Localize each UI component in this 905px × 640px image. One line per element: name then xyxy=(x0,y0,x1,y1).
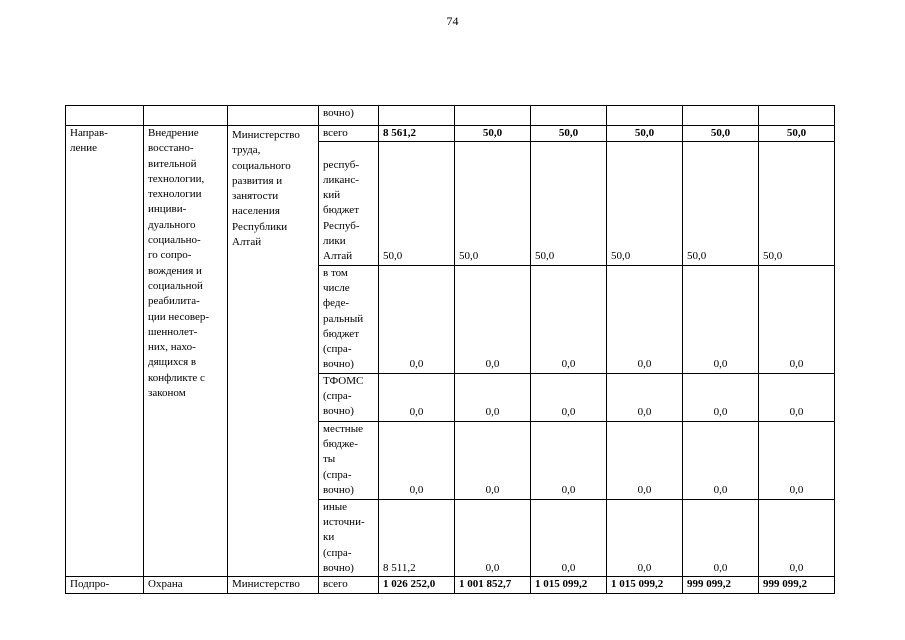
page-number: 74 xyxy=(446,14,459,28)
year-cell: 1 015 099,2 xyxy=(531,577,607,593)
table-row xyxy=(66,106,835,126)
total-cell: 1 026 252,0 xyxy=(379,577,455,593)
year-cell: 0,0 xyxy=(759,421,835,499)
source-cell: респуб- ликанс- кий бюджет Респуб- лики Алтай xyxy=(319,142,379,265)
year-cell: 50,0 xyxy=(455,142,531,265)
year-cell: 50,0 xyxy=(531,142,607,265)
year-cell: 0,0 xyxy=(607,499,683,576)
year-cell: 0,0 xyxy=(455,265,531,373)
year-cell: 1 015 099,2 xyxy=(607,577,683,593)
year-cell: 0,0 xyxy=(759,499,835,576)
year-cell: 50,0 xyxy=(607,142,683,265)
year-cell: 0,0 xyxy=(607,421,683,499)
year-cell: 50,0 xyxy=(455,126,531,142)
year-cell: 50,0 xyxy=(683,126,759,142)
total-cell: 8 511,2 xyxy=(379,499,455,576)
year-cell: 50,0 xyxy=(607,126,683,142)
source-cell: вочно) xyxy=(319,106,379,126)
year-cell: 0,0 xyxy=(531,265,607,373)
total-cell: 8 561,2 xyxy=(379,126,455,142)
table-row xyxy=(66,577,835,593)
year-cell: 50,0 xyxy=(683,142,759,265)
source-cell: местные бюдже- ты (спра- вочно) xyxy=(319,421,379,499)
table-row xyxy=(66,126,835,142)
total-cell: 0,0 xyxy=(379,373,455,421)
year-cell: 999 099,2 xyxy=(759,577,835,593)
year-cell: 0,0 xyxy=(683,421,759,499)
year-cell: 0,0 xyxy=(607,265,683,373)
budget-table xyxy=(65,105,835,594)
year-cell: 0,0 xyxy=(531,499,607,576)
row-type-cell: Направ- ление xyxy=(66,126,144,577)
total-cell: 0,0 xyxy=(379,265,455,373)
year-cell: 0,0 xyxy=(455,373,531,421)
total-cell: 50,0 xyxy=(379,142,455,265)
source-cell: в том числе феде- ральный бюджет (спра- вочно) xyxy=(319,265,379,373)
executor-cell: Министерство труда, социального развития и занятости населения Республики Алтай xyxy=(228,126,319,577)
year-cell: 0,0 xyxy=(531,421,607,499)
measure-name-cell: Охрана xyxy=(144,577,228,593)
year-cell: 0,0 xyxy=(455,421,531,499)
year-cell: 0,0 xyxy=(759,265,835,373)
year-cell: 0,0 xyxy=(759,373,835,421)
source-cell: иные источни- ки (спра- вочно) xyxy=(319,499,379,576)
executor-cell: Министерство xyxy=(228,577,319,593)
year-cell: 999 099,2 xyxy=(683,577,759,593)
source-cell: ТФОМС (спра- вочно) xyxy=(319,373,379,421)
year-cell: 0,0 xyxy=(455,499,531,576)
year-cell: 50,0 xyxy=(759,126,835,142)
year-cell: 50,0 xyxy=(531,126,607,142)
row-type-cell: Подпро- xyxy=(66,577,144,593)
year-cell: 0,0 xyxy=(531,373,607,421)
year-cell: 1 001 852,7 xyxy=(455,577,531,593)
year-cell: 0,0 xyxy=(683,265,759,373)
year-cell: 50,0 xyxy=(759,142,835,265)
source-cell: всего xyxy=(319,126,379,142)
total-cell: 0,0 xyxy=(379,421,455,499)
year-cell: 0,0 xyxy=(683,373,759,421)
year-cell: 0,0 xyxy=(683,499,759,576)
source-cell: всего xyxy=(319,577,379,593)
year-cell: 0,0 xyxy=(607,373,683,421)
measure-name-cell: Внедрение восстано- вительной технологии, технологии инциви- дуального социально- го сопро- вождения и социальной реабилита- ции несовер- шеннолет- них, нахо- дящихся в конфликте с законом xyxy=(144,126,228,577)
